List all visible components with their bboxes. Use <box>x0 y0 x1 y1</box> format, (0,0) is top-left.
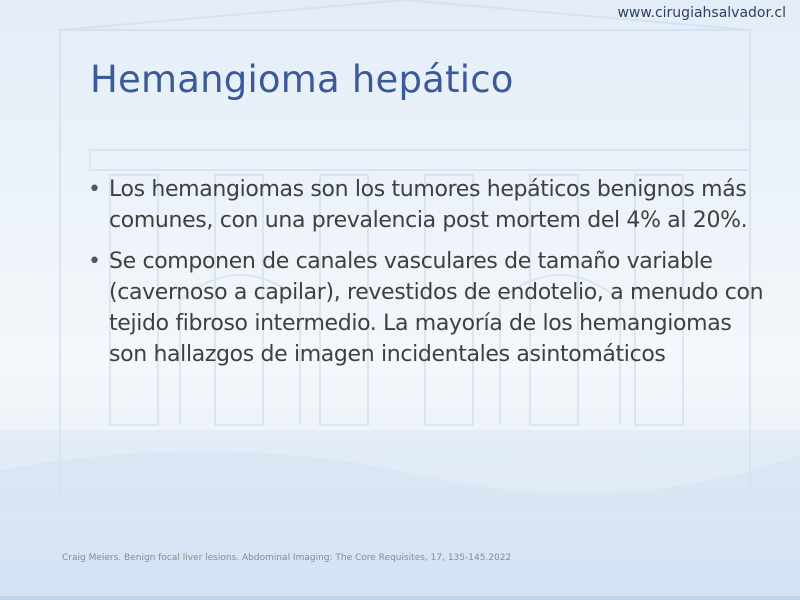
bullet-item <box>88 174 768 236</box>
bullet-dot-icon: • <box>88 249 101 274</box>
bottom-band <box>0 596 800 600</box>
bullet-text: Se componen de canales vasculares de tamaño variable (cavernoso a capilar), revestidos de endotelio, a menudo con tejido fibroso intermedio. La mayoría de los hemangiomas son hallazgos de imagen incidentales asintomáticos <box>109 249 764 367</box>
bullet-text: Los hemangiomas son los tumores hepáticos benignos más comunes, con una prevalencia post mortem del 4% al 20%. <box>109 177 748 233</box>
site-url: www.cirugiahsalvador.cl <box>617 5 786 21</box>
slide-title: Hemangioma hepático <box>90 58 514 101</box>
bullet-list <box>88 174 768 380</box>
citation-footer: Craig Meiers. Benign focal liver lesions. Abdominal Imaging: The Core Requisites, 17, 135-145.2022 <box>62 553 512 563</box>
bullet-dot-icon: • <box>88 177 101 202</box>
bullet-item <box>88 246 768 370</box>
